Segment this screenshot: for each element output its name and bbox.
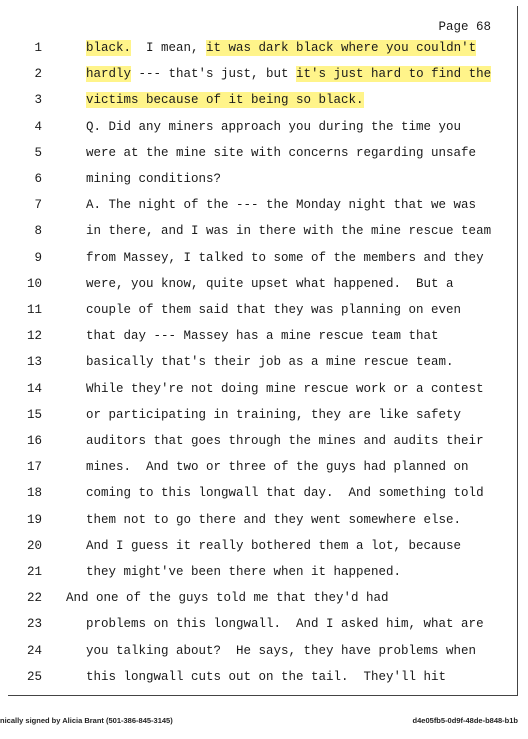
signature-text: nically signed by Alicia Brant (501-386-845-3145) (0, 716, 173, 725)
highlighted-text: it's just hard to find the (296, 67, 492, 82)
line-number: 25 (26, 669, 42, 684)
line-segment: from Massey, I talked to some of the members and they (86, 250, 484, 265)
line-number: 8 (34, 224, 42, 239)
transcript-line (8, 246, 518, 270)
transcript-line (8, 219, 518, 243)
line-text (86, 377, 484, 401)
line-text (66, 586, 389, 610)
line-text (86, 62, 491, 86)
transcript-line (8, 377, 518, 401)
line-text (86, 219, 491, 243)
page-number: Page 68 (438, 20, 491, 34)
transcript-page (8, 6, 518, 696)
line-segment: I mean, (131, 41, 207, 55)
line-segment: couple of them said that they was planning on even (86, 303, 462, 317)
line-text (86, 455, 469, 479)
line-segment: And I guess it really bothered them a lot, because (86, 538, 462, 553)
line-number: 3 (34, 93, 42, 108)
line-segment: problems on this longwall. And I asked him, what are (86, 617, 484, 632)
line-number: 10 (26, 276, 42, 291)
line-segment: A. The night of the --- the Monday night that we was (86, 198, 477, 213)
line-number: 22 (26, 591, 42, 606)
transcript-line (8, 508, 518, 532)
line-text (86, 115, 461, 139)
line-number: 11 (26, 303, 42, 317)
line-text (86, 141, 476, 165)
highlighted-text: black. (86, 41, 132, 55)
transcript-line (8, 429, 518, 453)
line-text (86, 167, 221, 191)
line-text (86, 246, 484, 270)
highlighted-text: hardly (86, 67, 132, 82)
line-number: 1 (34, 41, 42, 55)
signature-footer (0, 716, 528, 730)
transcript-line (8, 612, 518, 636)
line-number: 23 (26, 617, 42, 632)
document-id: d4e05fb5-0d9f-48de-b848-b1b (412, 716, 518, 725)
line-text (86, 298, 461, 322)
line-number: 17 (26, 460, 42, 475)
line-number: 2 (34, 67, 42, 82)
line-text (86, 324, 439, 348)
line-text (86, 534, 461, 558)
line-segment: or participating in training, they are like safety (86, 407, 462, 422)
line-number: 7 (34, 198, 42, 213)
line-text (86, 429, 484, 453)
line-number: 5 (34, 145, 42, 160)
line-number: 16 (26, 434, 42, 448)
line-text (86, 193, 476, 217)
line-segment: that day --- Massey has a mine rescue team that (86, 329, 439, 344)
line-segment: basically that's their job as a mine rescue team. (86, 355, 454, 370)
transcript-line (8, 534, 518, 558)
line-number: 19 (26, 512, 42, 527)
transcript-line (8, 193, 518, 217)
line-text (86, 272, 454, 296)
line-segment: mines. And two or three of the guys had planned on (86, 460, 469, 475)
line-number: 4 (34, 119, 42, 134)
transcript-line (8, 88, 518, 112)
line-text (86, 508, 461, 532)
line-segment: Q. Did any miners approach you during the time you (86, 119, 462, 134)
line-segment: were, you know, quite upset what happened. But a (86, 276, 454, 291)
transcript-line (8, 639, 518, 663)
transcript-line (8, 167, 518, 191)
line-segment: them not to go there and they went somewhere else. (86, 512, 462, 527)
line-text (86, 403, 461, 427)
transcript-line (8, 586, 518, 610)
line-segment: were at the mine site with concerns regarding unsafe (86, 145, 477, 160)
transcript-line (8, 115, 518, 139)
line-text (86, 36, 476, 60)
line-number: 6 (34, 172, 42, 186)
transcript-line (8, 455, 518, 479)
line-text (86, 665, 446, 689)
transcript-line (8, 560, 518, 584)
line-segment: they might've been there when it happened. (86, 565, 402, 579)
line-segment: coming to this longwall that day. And something told (86, 486, 484, 501)
line-text (86, 88, 364, 112)
line-number: 18 (26, 486, 42, 501)
line-segment: And one of the guys told me that they'd had (66, 591, 389, 606)
transcript-line (8, 298, 518, 322)
transcript-line (8, 36, 518, 60)
line-text (86, 612, 484, 636)
transcript-line (8, 481, 518, 505)
transcript-line (8, 141, 518, 165)
line-segment: auditors that goes through the mines and audits their (86, 434, 484, 448)
line-number: 14 (26, 381, 42, 396)
line-segment: While they're not doing mine rescue work or a contest (86, 381, 484, 396)
line-segment: --- that's just, but (131, 67, 297, 82)
line-text (86, 481, 484, 505)
line-segment: you talking about? He says, they have problems when (86, 643, 477, 658)
line-number: 20 (26, 538, 42, 553)
line-segment: mining conditions? (86, 172, 222, 186)
transcript-line (8, 62, 518, 86)
line-text (86, 639, 476, 663)
line-segment: in there, and I was in there with the mine rescue team (86, 224, 492, 239)
line-text (86, 350, 454, 374)
line-number: 12 (26, 329, 42, 344)
line-number: 13 (26, 355, 42, 370)
transcript-line (8, 403, 518, 427)
transcript-line (8, 350, 518, 374)
transcript-line (8, 665, 518, 689)
transcript-line (8, 324, 518, 348)
line-number: 15 (26, 407, 42, 422)
line-number: 24 (26, 643, 42, 658)
line-text (86, 560, 401, 584)
highlighted-text: it was dark black where you couldn't (206, 41, 477, 55)
line-segment: this longwall cuts out on the tail. They'll hit (86, 669, 447, 684)
highlighted-text: victims because of it being so black. (86, 93, 364, 108)
line-number: 9 (34, 250, 42, 265)
transcript-line (8, 272, 518, 296)
line-number: 21 (26, 565, 42, 579)
